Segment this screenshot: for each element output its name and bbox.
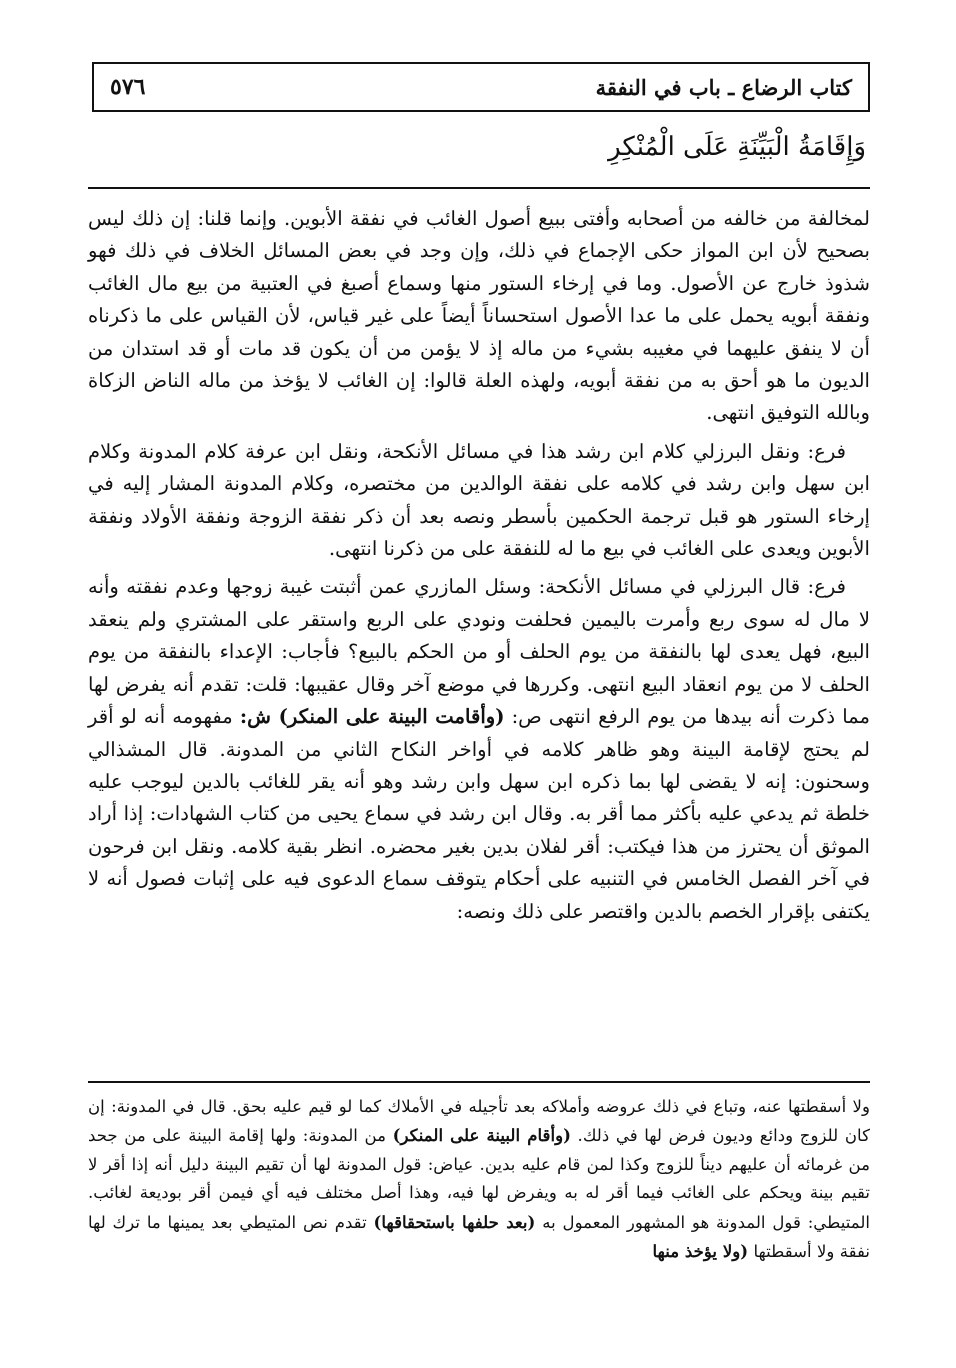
footnote-text: تقدم نص المتيطي بعد يمينها ما ترك لها نفقة ولا أسقطتها <box>88 1212 870 1262</box>
page-header <box>92 62 870 112</box>
footnote-divider <box>88 1081 870 1083</box>
footnote-text: ولا أسقطتها عنه، وتباع في ذلك عروضه وأملاكه بعد تأجيله في الأملاك كما لو قيم عليه بحق. قال في المدونة: إن كان للزوج ودائع وديون فرض لها في ذلك. <box>88 1097 870 1146</box>
footnote-citation: (وأقام البينة على المنكر) <box>392 1125 571 1146</box>
paragraph: لمخالفة من خالفه من أصحابه وأفتى ببيع أصول الغائب في نفقة الأبوين. وإنما قلنا: إن ذلك ليس بصحيح لأن ابن المواز حكى الإجماع في ذلك، وإن وجد في بعض المسائل الخلاف في ذلك فهو شذوذ خارج عن الأصول. وما في إرخاء الستور منها وسماع أصبغ في العتبية من بيع مال الغائب ونفقة أبويه يحمل على ما عدا الأصول استحساناً أيضاً على غير قياس، لأن القياس على ما ذكرناه أن لا ينفق عليهما في مغيبه بشيء من ماله إذ لا يؤمن من أن يكون قد مات أو قد استدان من الديون ما هو أحق به من نفقة أبويه، ولهذه العلة قالوا: إن الغائب لا يؤخذ من ماله الناض الزكاة وبالله التوفيق انتهى. <box>88 207 870 425</box>
footnote <box>88 1093 870 1266</box>
footnote-citation: (ولا يؤخذ منها <box>652 1241 749 1262</box>
page-number: ٥٧٦ <box>110 74 146 100</box>
matn-quote: وَإِقَامَةُ الْبَيِّنَةِ عَلَى الْمُنْكِرِ <box>608 132 866 162</box>
footnote-paragraph <box>88 1093 870 1266</box>
main-text <box>88 203 870 934</box>
footnote-citation: (بعد حلفها باستحقاقها) <box>373 1211 536 1232</box>
matn-citation: (وأقامت البينة على المنكر) ش: <box>239 705 505 729</box>
paragraph <box>88 571 870 927</box>
footnote-text: من المدونة: ولها إقامة البينة على من جحد من غرمائه أن عليهم ديناً للزوج وكذا لمن قام عليه بدين. عياض: قول المدونة لها أن تقيم البينة دليل أنه إذا أقر لا تقيم بينة ويحكم على الغائب فيما أقر له به ويفرض لها فيه، وهذا أصل مختلف فيه أي فيمن أقر بوديعة لغائب. المتيطي: قول المدونة هو المشهور المعمول به <box>88 1126 871 1232</box>
paragraph: فرع: ونقل البرزلي كلام ابن رشد هذا في مسائل الأنكحة، ونقل ابن عرفة كلام المدونة وكلام ابن سهل وابن رشد في كلامه على نفقة الوالدين من مختصره، وكلام المدونة المشار إليه في إرخاء الستور هو قبل ترجمة الحكمين بأسطر ونصه بعد أن ذكر نفقة الزوجة ونفقة الأولاد ونفقة الأبوين ويعدى على الغائب في بيع ما له للنفقة على من ذكرنا انتهى. <box>88 439 870 561</box>
paragraph-text: مفهومه أنه لو أقر لم يحتج لإقامة البينة وهو ظاهر كلامه في أواخر النكاح الثاني من المدونة. قال المشذالي وسحنون: إنه لا يقضى لها بما ذكره ابن سهل وابن رشد وهو أنه يقر للغائب بالدين ليوجب عليه خلطة ثم يدعي عليه بأكثر مما أقر به. وقال ابن رشد في سماع يحيى من كتاب الشهادات: إذا أراد الموثق أن يحترز من هذا فيكتب: أقر لفلان بدين بغير محضره. انظر بقية كلامه. ونقل ابن فرحون في آخر الفصل الخامس في التنبيه على أحكام يتوقف سماع الدعوى فيه على إثبات فصول أنه لا يكتفى بإقرار الخصم بالدين واقتصر على ذلك ونصه: <box>88 705 870 923</box>
paragraph-text: فرع: قال البرزلي في مسائل الأنكحة: وسئل المازري عمن أثبتت غيبة زوجها وعدم نفقته وأنه لا مال له سوى ربع وأمرت باليمين فحلفت ونودي على الربع واستقر على المشتري ولم ينعقد البيع، فهل يعدى لها بالنفقة من يوم الحلف أو من الحكم بالبيع؟ فأجاب: الإعداء بالنفقة من يوم الحلف لا من يوم انعقاد البيع انتهى. وكررها في موضع آخر وقال عقيبها: قلت: تقدم أنه يفرض لها مما ذكرت أنه بيدها من يوم الرفع انتهى ص: <box>88 575 870 729</box>
divider <box>88 187 870 189</box>
running-title: كتاب الرضاع ـ باب في النفقة <box>595 74 852 100</box>
